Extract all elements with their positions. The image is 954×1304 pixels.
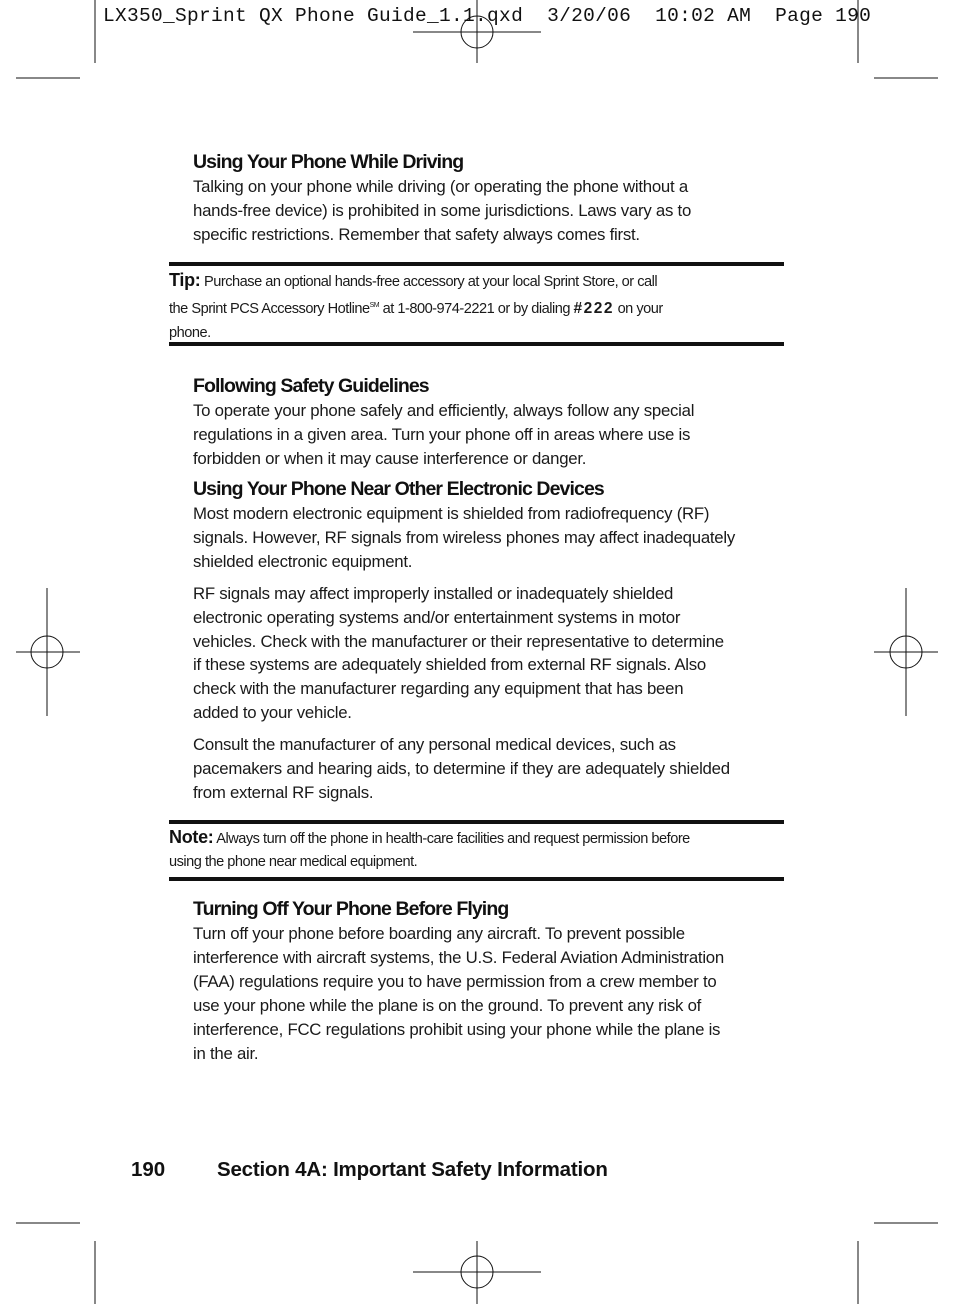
tip-text: Purchase an optional hands-free accessory at your local Sprint Store, or call: [204, 274, 658, 290]
note-text: Always turn off the phone in health-care facilities and request permission before: [216, 831, 690, 847]
body-paragraph: [193, 582, 793, 725]
print-slug: LX350_Sprint QX Phone Guide_1.1.qxd 3/20/06 10:02 AM Page 190: [103, 5, 872, 27]
section-flying: [193, 896, 793, 1065]
text-line: use your phone while the plane is on the ground. To prevent any risk of: [193, 995, 702, 1015]
text-line: from external RF signals.: [193, 782, 374, 802]
text-line: RF signals may affect improperly installed or inadequately shielded: [193, 583, 674, 603]
dial-code: #222: [573, 299, 615, 317]
note-text: using the phone near medical equipment.: [169, 854, 418, 870]
text-line: shielded electronic equipment.: [193, 551, 413, 571]
section-electronic-devices: [193, 476, 793, 805]
body-paragraph: [193, 399, 793, 471]
note-label: Note:: [169, 827, 214, 847]
text-line: Turn off your phone before boarding any aircraft. To prevent possible: [193, 924, 685, 943]
page-number: 190: [131, 1158, 166, 1181]
tip-label: Tip:: [169, 270, 201, 290]
section-safety-guidelines: [193, 373, 793, 471]
section-driving: [193, 149, 793, 247]
text-line: signals. However, RF signals from wireless phones may affect inadequately: [193, 527, 736, 547]
text-line: if these systems are adequately shielded from external RF signals. Also: [193, 655, 706, 675]
text-line: specific restrictions. Remember that safety always comes first.: [193, 224, 640, 244]
section-heading: Using Your Phone Near Other Electronic Devices: [193, 478, 604, 500]
text-line: electronic operating systems and/or entertainment systems in motor: [193, 607, 681, 627]
section-heading: Following Safety Guidelines: [193, 375, 429, 397]
note-box: [169, 820, 784, 881]
text-line: pacemakers and hearing aids, to determine if they are adequately shielded: [193, 759, 730, 779]
footer-section-title: Section 4A: Important Safety Information: [217, 1158, 608, 1181]
text-line: in the air.: [193, 1043, 259, 1063]
text-line: (FAA) regulations require you to have permission from a crew member to: [193, 971, 717, 991]
text-line: Most modern electronic equipment is shielded from radiofrequency (RF): [193, 504, 710, 523]
text-line: regulations in a given area. Turn your phone off in areas where use is: [193, 424, 691, 444]
section-heading: Turning Off Your Phone Before Flying: [193, 898, 509, 920]
text-line: hands-free device) is prohibited in some jurisdictions. Laws vary as to: [193, 200, 692, 220]
tip-text: the Sprint PCS Accessory Hotline: [169, 300, 370, 317]
text-line: forbidden or when it may cause interference or danger.: [193, 448, 587, 468]
text-line: check with the manufacturer regarding any equipment that has been: [193, 679, 684, 699]
body-paragraph: [193, 502, 793, 574]
body-paragraph: [193, 922, 793, 1065]
body-paragraph: [193, 175, 793, 247]
text-line: Talking on your phone while driving (or operating the phone without a: [193, 177, 688, 196]
text-line: vehicles. Check with the manufacturer or their representative to determine: [193, 631, 724, 651]
text-line: To operate your phone safely and efficiently, always follow any special: [193, 401, 695, 420]
text-line: interference with aircraft systems, the U.S. Federal Aviation Administration: [193, 947, 724, 967]
tip-text: on your: [614, 300, 663, 317]
tip-box: [169, 262, 784, 346]
service-mark: SM: [369, 302, 380, 309]
tip-text: phone.: [169, 324, 211, 341]
text-line: Consult the manufacturer of any personal medical devices, such as: [193, 735, 676, 755]
text-line: added to your vehicle.: [193, 703, 352, 723]
text-line: interference, FCC regulations prohibit using your phone while the plane is: [193, 1019, 721, 1039]
tip-text: at 1-800-974-2221 or by dialing: [379, 300, 574, 317]
body-paragraph: [193, 733, 793, 805]
section-heading: Using Your Phone While Driving: [193, 151, 464, 173]
